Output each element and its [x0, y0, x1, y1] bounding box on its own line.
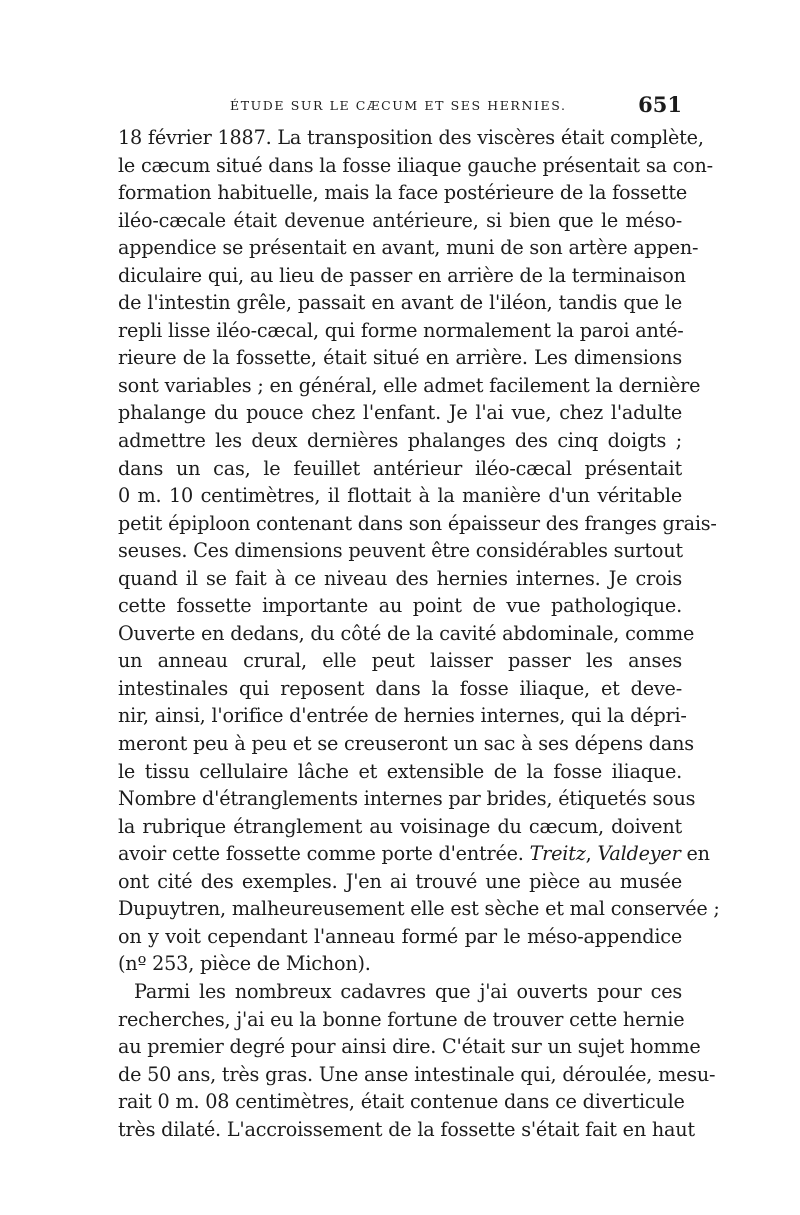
cited-author-treitz: Treitz — [529, 842, 586, 866]
text-fragment: , — [585, 842, 598, 866]
text-line: diculaire qui, au lieu de passer en arrière de la terminaison — [118, 263, 686, 287]
paragraph-start-line: Parmi les nombreux cadavres que j'ai ouverts pour ces — [134, 979, 682, 1003]
text-line: intestinales qui reposent dans la fosse iliaque, et deve- — [118, 676, 682, 700]
text-line: seuses. Ces dimensions peuvent être considérables surtout — [118, 539, 683, 563]
paragraph-end-line: (nº 253, pièce de Michon). — [118, 952, 371, 976]
text-line: rait 0 m. 08 centimètres, était contenue dans ce diverticule — [118, 1090, 685, 1114]
cited-author-valdeyer: Valdeyer — [597, 842, 681, 866]
running-head — [118, 92, 682, 122]
text-line: très dilaté. L'accroissement de la fossette s'était fait en haut — [118, 1117, 695, 1141]
text-line-with-citations — [118, 840, 710, 868]
text-line: on y voit cependant l'anneau formé par le méso-appendice — [118, 924, 682, 948]
text-line: recherches, j'ai eu la bonne fortune de trouver cette hernie — [118, 1007, 685, 1031]
text-fragment: avoir cette fossette comme porte d'entrée. — [118, 842, 530, 866]
text-line: Nombre d'étranglements internes par brides, étiquetés sous — [118, 787, 696, 811]
text-line: quand il se fait à ce niveau des hernies internes. Je crois — [118, 566, 682, 590]
body-text — [118, 124, 720, 1143]
text-line: Dupuytren, malheureusement elle est sèche et mal conservée ; — [118, 897, 720, 921]
text-line: meront peu à peu et se creuseront un sac à ses dépens dans — [118, 732, 694, 756]
text-line: 0 m. 10 centimètres, il flottait à la manière d'un véritable — [118, 484, 682, 508]
text-line: de 50 ans, très gras. Une anse intestinale qui, déroulée, mesu- — [118, 1062, 716, 1086]
text-line: rieure de la fossette, était situé en arrière. Les dimensions — [118, 346, 682, 370]
text-line: le tissu cellulaire lâche et extensible de la fosse iliaque. — [118, 759, 682, 783]
text-line: 18 février 1887. La transposition des viscères était complète, — [118, 126, 704, 149]
text-line: ont cité des exemples. J'en ai trouvé une pièce au musée — [118, 869, 682, 893]
text-line: iléo-cæcale était devenue antérieure, si bien que le méso- — [118, 208, 682, 232]
text-line: repli lisse iléo-cæcal, qui forme normalement la paroi anté- — [118, 318, 684, 342]
text-line: appendice se présentait en avant, muni de son artère appen- — [118, 236, 699, 260]
text-line: petit épiploon contenant dans son épaisseur des franges grais- — [118, 511, 717, 535]
text-line: sont variables ; en général, elle admet facilement la dernière — [118, 373, 701, 397]
text-line: de l'intestin grêle, passait en avant de l'iléon, tandis que le — [118, 291, 682, 315]
text-line: cette fossette importante au point de vue pathologique. — [118, 594, 682, 618]
text-line: nir, ainsi, l'orifice d'entrée de hernies internes, qui la dépri- — [118, 704, 687, 728]
text-line: un anneau crural, elle peut laisser passer les anses — [118, 649, 682, 673]
running-title: ÉTUDE SUR LE CÆCUM ET SES HERNIES. — [230, 98, 567, 113]
text-line: dans un cas, le feuillet antérieur iléo-cæcal présentait — [118, 456, 682, 480]
text-fragment: en — [680, 842, 710, 866]
text-line: admettre les deux dernières phalanges des cinq doigts ; — [118, 429, 682, 453]
text-line: formation habituelle, mais la face postérieure de la fossette — [118, 181, 687, 205]
text-line: le cæcum situé dans la fosse iliaque gauche présentait sa con- — [118, 153, 713, 177]
text-line: au premier degré pour ainsi dire. C'était sur un sujet homme — [118, 1035, 701, 1059]
text-line: la rubrique étranglement au voisinage du cæcum, doivent — [118, 814, 682, 838]
text-line: Ouverte en dedans, du côté de la cavité abdominale, comme — [118, 621, 695, 645]
text-line: phalange du pouce chez l'enfant. Je l'ai vue, chez l'adulte — [118, 401, 682, 425]
page-number: 651 — [638, 92, 682, 117]
